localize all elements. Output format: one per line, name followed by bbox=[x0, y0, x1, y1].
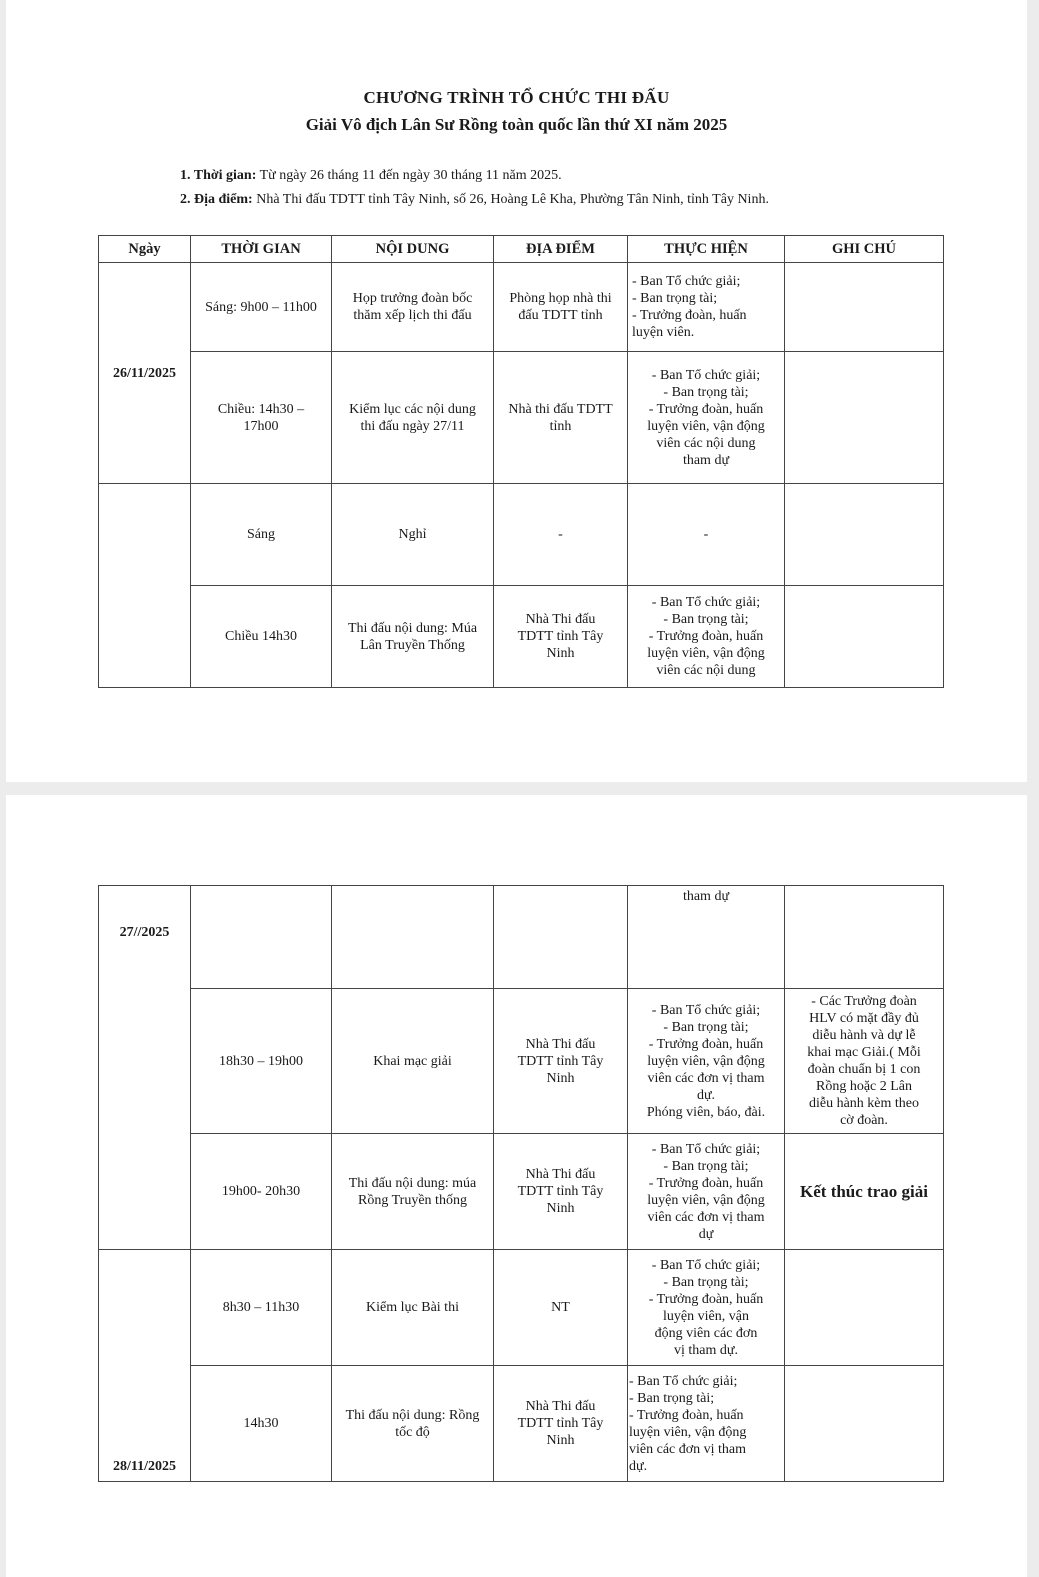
schedule-table-page-2 bbox=[98, 885, 944, 1482]
note-cell bbox=[785, 886, 944, 989]
time-label: 1. Thời gian: bbox=[180, 168, 257, 183]
content-cell: Kiểm lục các nội dung thi đấu ngày 27/11 bbox=[332, 352, 494, 484]
note-cell: - Các Trưởng đoàn HLV có mặt đầy đủ diễu hành và dự lễ khai mạc Giải.( Mỗi đoàn chuẩn bị 1 con Rồng hoặc 2 Lân diễu hành kèm theo cờ đoàn. bbox=[785, 989, 944, 1134]
content-cell: Thi đấu nội dung: Múa Lân Truyền Thống bbox=[332, 586, 494, 688]
note-cell bbox=[785, 1250, 944, 1366]
content-cell bbox=[332, 886, 494, 989]
document-title: CHƯƠNG TRÌNH TỔ CHỨC THI ĐẤU bbox=[363, 88, 670, 107]
table-row bbox=[99, 586, 944, 688]
table-row bbox=[99, 484, 944, 586]
place-value: Nhà Thi đấu TDTT tỉnh Tây Ninh, số 26, Hoàng Lê Kha, Phường Tân Ninh, tỉnh Tây Ninh. bbox=[252, 192, 769, 207]
exec-cell-continued: tham dự bbox=[628, 886, 785, 989]
exec-cell: - bbox=[628, 484, 785, 586]
place-cell: Nhà thi đấu TDTT tỉnh bbox=[494, 352, 628, 484]
content-cell: Thi đấu nội dung: Rồng tốc độ bbox=[332, 1366, 494, 1482]
exec-cell: - Ban Tổ chức giải; - Ban trọng tài; - Trưởng đoàn, huấn luyện viên, vận động viên các đơn vị tham dự. bbox=[628, 1366, 785, 1482]
place-cell bbox=[494, 886, 628, 989]
time-cell: 8h30 – 11h30 bbox=[191, 1250, 332, 1366]
place-cell: Nhà Thi đấu TDTT tỉnh Tây Ninh bbox=[494, 1366, 628, 1482]
document-subtitle: Giải Vô địch Lân Sư Rồng toàn quốc lần thứ XI năm 2025 bbox=[305, 115, 728, 134]
date-cell-empty bbox=[99, 484, 191, 688]
time-cell: Sáng bbox=[191, 484, 332, 586]
time-cell: Chiều 14h30 bbox=[191, 586, 332, 688]
time-cell: 19h00- 20h30 bbox=[191, 1134, 332, 1250]
table-row bbox=[99, 352, 944, 484]
exec-cell: - Ban Tổ chức giải; - Ban trọng tài; - Trưởng đoàn, huấn luyện viên, vận động viên các nội dung bbox=[628, 586, 785, 688]
table-row bbox=[99, 886, 944, 989]
content-cell: Kiểm lục Bài thi bbox=[332, 1250, 494, 1366]
note-cell bbox=[785, 263, 944, 352]
document-page-1 bbox=[6, 0, 1027, 782]
time-value: Từ ngày 26 tháng 11 đến ngày 30 tháng 11 năm 2025. bbox=[256, 168, 562, 183]
note-cell bbox=[785, 1366, 944, 1482]
place-cell: NT bbox=[494, 1250, 628, 1366]
date-cell: 28/11/2025 bbox=[99, 1250, 191, 1482]
exec-cell: - Ban Tổ chức giải; - Ban trọng tài; - Trưởng đoàn, huấn luyện viên, vận động viên các đơn vị tham dự. bbox=[628, 1250, 785, 1366]
exec-cell: - Ban Tổ chức giải; - Ban trọng tài; - Trưởng đoàn, huấn luyện viên, vận động viên các đơn vị tham dự bbox=[628, 1134, 785, 1250]
time-cell bbox=[191, 886, 332, 989]
place-cell: - bbox=[494, 484, 628, 586]
time-info bbox=[180, 168, 562, 184]
content-cell: Khai mạc giải bbox=[332, 989, 494, 1134]
place-cell: Nhà Thi đấu TDTT tỉnh Tây Ninh bbox=[494, 586, 628, 688]
place-cell: Nhà Thi đấu TDTT tỉnh Tây Ninh bbox=[494, 989, 628, 1134]
note-cell bbox=[785, 484, 944, 586]
date-cell: 27//2025 bbox=[99, 886, 191, 1250]
content-cell: Họp trưởng đoàn bốc thăm xếp lịch thi đấu bbox=[332, 263, 494, 352]
time-cell: 14h30 bbox=[191, 1366, 332, 1482]
time-cell: Sáng: 9h00 – 11h00 bbox=[191, 263, 332, 352]
schedule-table-page-1 bbox=[98, 235, 944, 688]
note-cell-award: Kết thúc trao giải bbox=[785, 1134, 944, 1250]
table-row bbox=[99, 1366, 944, 1482]
table-row bbox=[99, 989, 944, 1134]
place-cell: Nhà Thi đấu TDTT tỉnh Tây Ninh bbox=[494, 1134, 628, 1250]
column-header-content: NỘI DUNG bbox=[332, 236, 494, 263]
column-header-time: THỜI GIAN bbox=[191, 236, 332, 263]
time-cell: 18h30 – 19h00 bbox=[191, 989, 332, 1134]
column-header-note: GHI CHÚ bbox=[785, 236, 944, 263]
document-page-2 bbox=[6, 795, 1027, 1577]
table-header-row bbox=[99, 236, 944, 263]
table-row bbox=[99, 1250, 944, 1366]
note-cell bbox=[785, 352, 944, 484]
column-header-date: Ngày bbox=[99, 236, 191, 263]
column-header-exec: THỰC HIỆN bbox=[628, 236, 785, 263]
place-cell: Phòng họp nhà thi đấu TDTT tỉnh bbox=[494, 263, 628, 352]
place-label: 2. Địa điểm: bbox=[180, 192, 253, 207]
exec-cell: - Ban Tổ chức giải; - Ban trọng tài; - Trưởng đoàn, huấn luyện viên, vận động viên các đơn vị tham dự. Phóng viên, báo, đài. bbox=[628, 989, 785, 1134]
table-row bbox=[99, 263, 944, 352]
exec-cell: - Ban Tổ chức giải; - Ban trọng tài; - Trưởng đoàn, huấn luyện viên, vận động viên các nội dung tham dự bbox=[628, 352, 785, 484]
column-header-place: ĐỊA ĐIỂM bbox=[494, 236, 628, 263]
note-cell bbox=[785, 586, 944, 688]
place-info bbox=[180, 192, 769, 208]
table-row bbox=[99, 1134, 944, 1250]
time-cell: Chiều: 14h30 – 17h00 bbox=[191, 352, 332, 484]
exec-cell: - Ban Tổ chức giải; - Ban trọng tài; - Trưởng đoàn, huấn luyện viên. bbox=[628, 263, 785, 352]
date-cell: 26/11/2025 bbox=[99, 263, 191, 484]
content-cell: Thi đấu nội dung: múa Rồng Truyền thống bbox=[332, 1134, 494, 1250]
content-cell: Nghỉ bbox=[332, 484, 494, 586]
